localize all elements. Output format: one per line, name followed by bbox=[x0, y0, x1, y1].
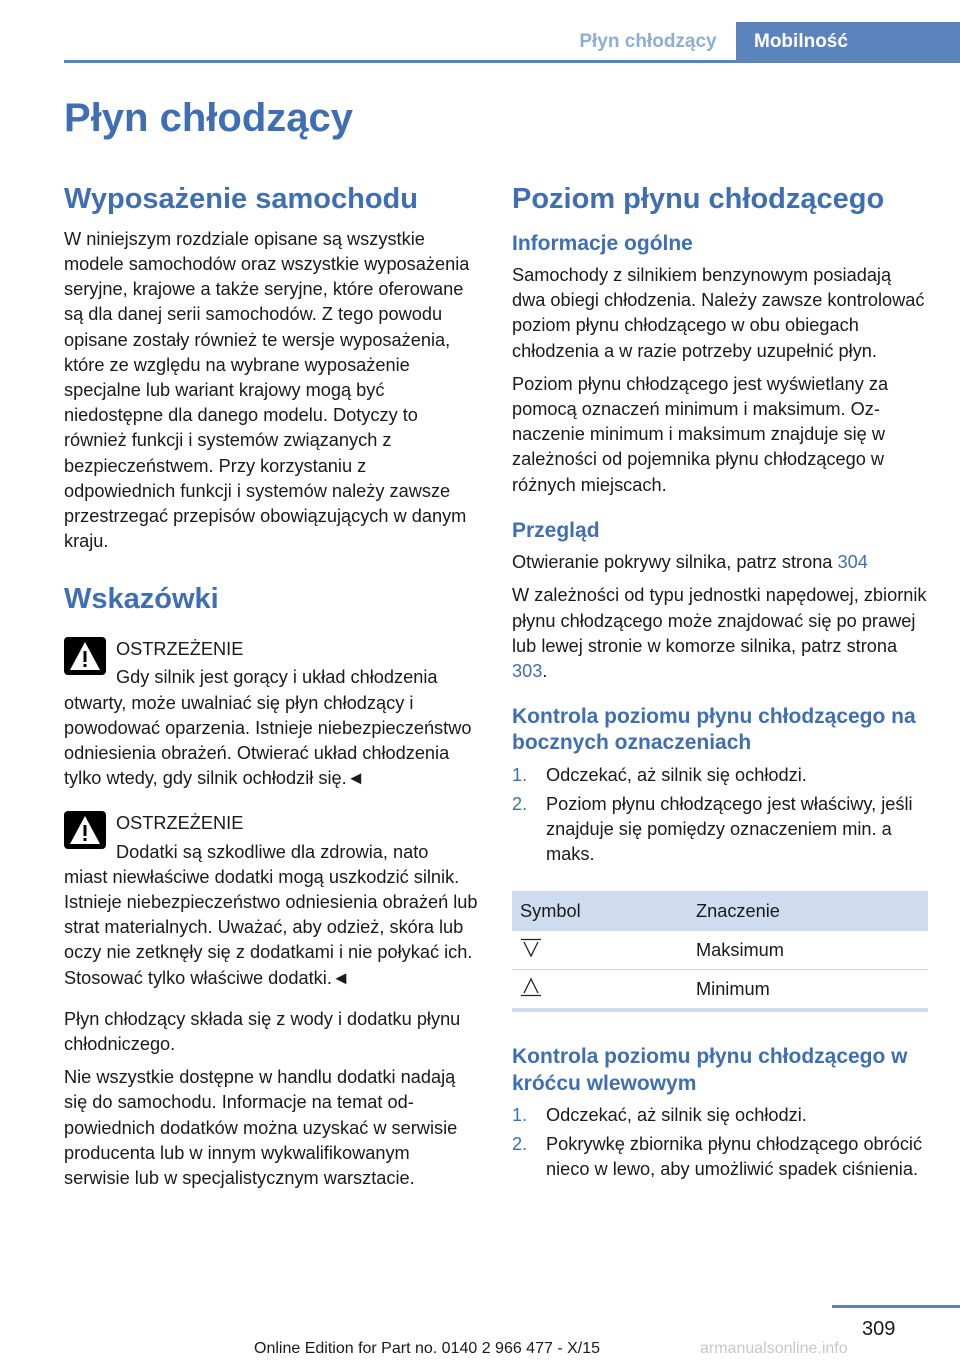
side-marks-heading: Kontrola poziomu płynu chłodzącego na bocznych oznaczeniach bbox=[512, 705, 916, 755]
warning-label: OSTRZEŻENIE bbox=[116, 639, 244, 660]
side-marks-steps bbox=[512, 763, 927, 868]
page-link-304[interactable]: 304 bbox=[837, 552, 868, 573]
watermark: armanualsonline.info bbox=[700, 1340, 848, 1357]
edition-note: Online Edition for Part no. 0140 2 966 477 - X/15 bbox=[254, 1340, 601, 1357]
list-item: 2. Poziom płynu chłodzącego jest właściwy, jeśli znajduje się pomiędzy oznaczeniem min. a maks. bbox=[512, 793, 913, 865]
overview-heading: Przegląd bbox=[512, 518, 600, 542]
meaning-cell: Maksimum bbox=[688, 931, 928, 970]
table-header-meaning: Znaczenie bbox=[688, 891, 928, 931]
table-row bbox=[512, 931, 928, 970]
warning-triangle-icon bbox=[64, 811, 106, 849]
warning-lead: Gdy silnik jest gorący i układ chłodzenia bbox=[116, 667, 438, 688]
chapter-tab: Mobilność bbox=[736, 22, 960, 62]
meaning-cell: Minimum bbox=[688, 970, 928, 1011]
equipment-text: W niniejszym rozdziale opisane są wszystkie modele samochodów oraz wszystkie wyposażenia seryjne, krajowe a także seryjne, które oferowane są dla danej serii samochodów. Z tego powodu opisane zostały również te wersje wyposażenia, które ze względu na wybrane wyposażenie specjalne lub wariant krajowy mogą być niedostępne dla danego modelu. Dotyczy to również funkcji i systemów związanych z bezpieczeństwem. Przy korzystaniu z odpowiednich funkcji i systemów należy zawsze przestrzegać przepisów obowiązujących w danym kraju. bbox=[64, 228, 470, 552]
overview-text-2: W zależności od typu jednostki napędowej, zbiornik płynu chłodzącego może znajdować się po prawej lub lewej stronie w komorze silnika, patrz strona 303. bbox=[512, 585, 927, 681]
warning-lead: Dodatki są szkodliwe dla zdrowia, nato bbox=[116, 841, 429, 862]
list-item: 1. Odczekać, aż silnik się ochłodzi. bbox=[512, 764, 807, 785]
list-item: 2. Pokrywkę zbiornika płynu chłodzącego obrócić nieco w lewo, aby umożliwić spadek ciśnienia. bbox=[512, 1134, 923, 1180]
table-row bbox=[512, 970, 928, 1011]
general-info-text-1: Samochody z silnikiem benzynowym posiadają dwa obiegi chłodzenia. Należy zawsze kontrolować poziom płynu chłodzącego w obu obiegach chłodzenia a w razie potrzeby uzupełnić płyn. bbox=[512, 265, 925, 361]
warning-text: otwarty, może uwalniać się płyn chłodzący i powodować oparzenia. Istnieje niebezpieczeństwo odniesienia obrażeń. Otwierać układ chłodzenia tylko wtedy, gdy silnik ochłodził się.◄ bbox=[64, 692, 472, 789]
section-tab: Płyn chłodzący bbox=[579, 31, 717, 52]
general-info-text-2: Poziom płynu chłodzącego jest wyświetlany za pomocą oznaczeń minimum i maksimum. Oznaczenie minimum i maksimum znajduje się w zależności od pojemnika płynu chłodzącego w różnych miejscach. bbox=[512, 373, 889, 495]
list-item: 1. Odczekać, aż silnik się ochłodzi. bbox=[512, 1104, 807, 1125]
warning-block bbox=[64, 811, 479, 990]
warning-block bbox=[64, 637, 479, 791]
page-title: Płyn chłodzący bbox=[64, 96, 353, 140]
warning-label: OSTRZEŻENIE bbox=[116, 813, 244, 834]
warning-text: miast niewłaściwe dodatki mogą uszkodzić silnik. Istnieje niebezpieczeństwo odniesienia obrażeń lub strat materialnych. Uważać, aby odzież, skóra lub oczy nie zetknęły się z dodatkami i nie połykać ich. Stosować tylko właściwe dodatki.◄ bbox=[64, 866, 478, 988]
filler-neck-heading: Kontrola poziomu płynu chłodzącego w króćcu wlewowym bbox=[512, 1045, 908, 1095]
coolant-level-heading: Poziom płynu chłodzącego bbox=[512, 183, 885, 215]
page-link-303[interactable]: 303 bbox=[512, 660, 543, 681]
min-mark-icon bbox=[520, 981, 542, 1001]
table-header-symbol: Symbol bbox=[512, 891, 688, 931]
additives-text: Nie wszystkie dostępne w handlu dodatki nadają się do samochodu. Informacje na temat odpowiednich dodatków można uzyskać w serwisie producenta lub w innym wykwalifikowanym serwisie lub w specjalistycznym warsztacie. bbox=[64, 1067, 458, 1189]
max-mark-icon bbox=[520, 942, 542, 962]
coolant-composition-text: Płyn chłodzący składa się z wody i dodatku płynu chłodniczego. bbox=[64, 1008, 461, 1055]
filler-neck-steps bbox=[512, 1103, 927, 1183]
general-info-heading: Informacje ogólne bbox=[512, 231, 693, 255]
footer-rule bbox=[832, 1305, 960, 1308]
equipment-heading: Wyposażenie samochodu bbox=[64, 183, 418, 215]
header-rule bbox=[64, 60, 960, 63]
warning-triangle-icon bbox=[64, 637, 106, 675]
right-column bbox=[512, 182, 927, 1189]
notes-heading: Wskazówki bbox=[64, 583, 219, 616]
overview-text-1: Otwieranie pokrywy silnika, patrz strona 304 bbox=[512, 552, 868, 573]
left-column bbox=[64, 182, 479, 1199]
symbol-table bbox=[512, 891, 928, 1012]
page-number: 309 bbox=[862, 1318, 896, 1340]
